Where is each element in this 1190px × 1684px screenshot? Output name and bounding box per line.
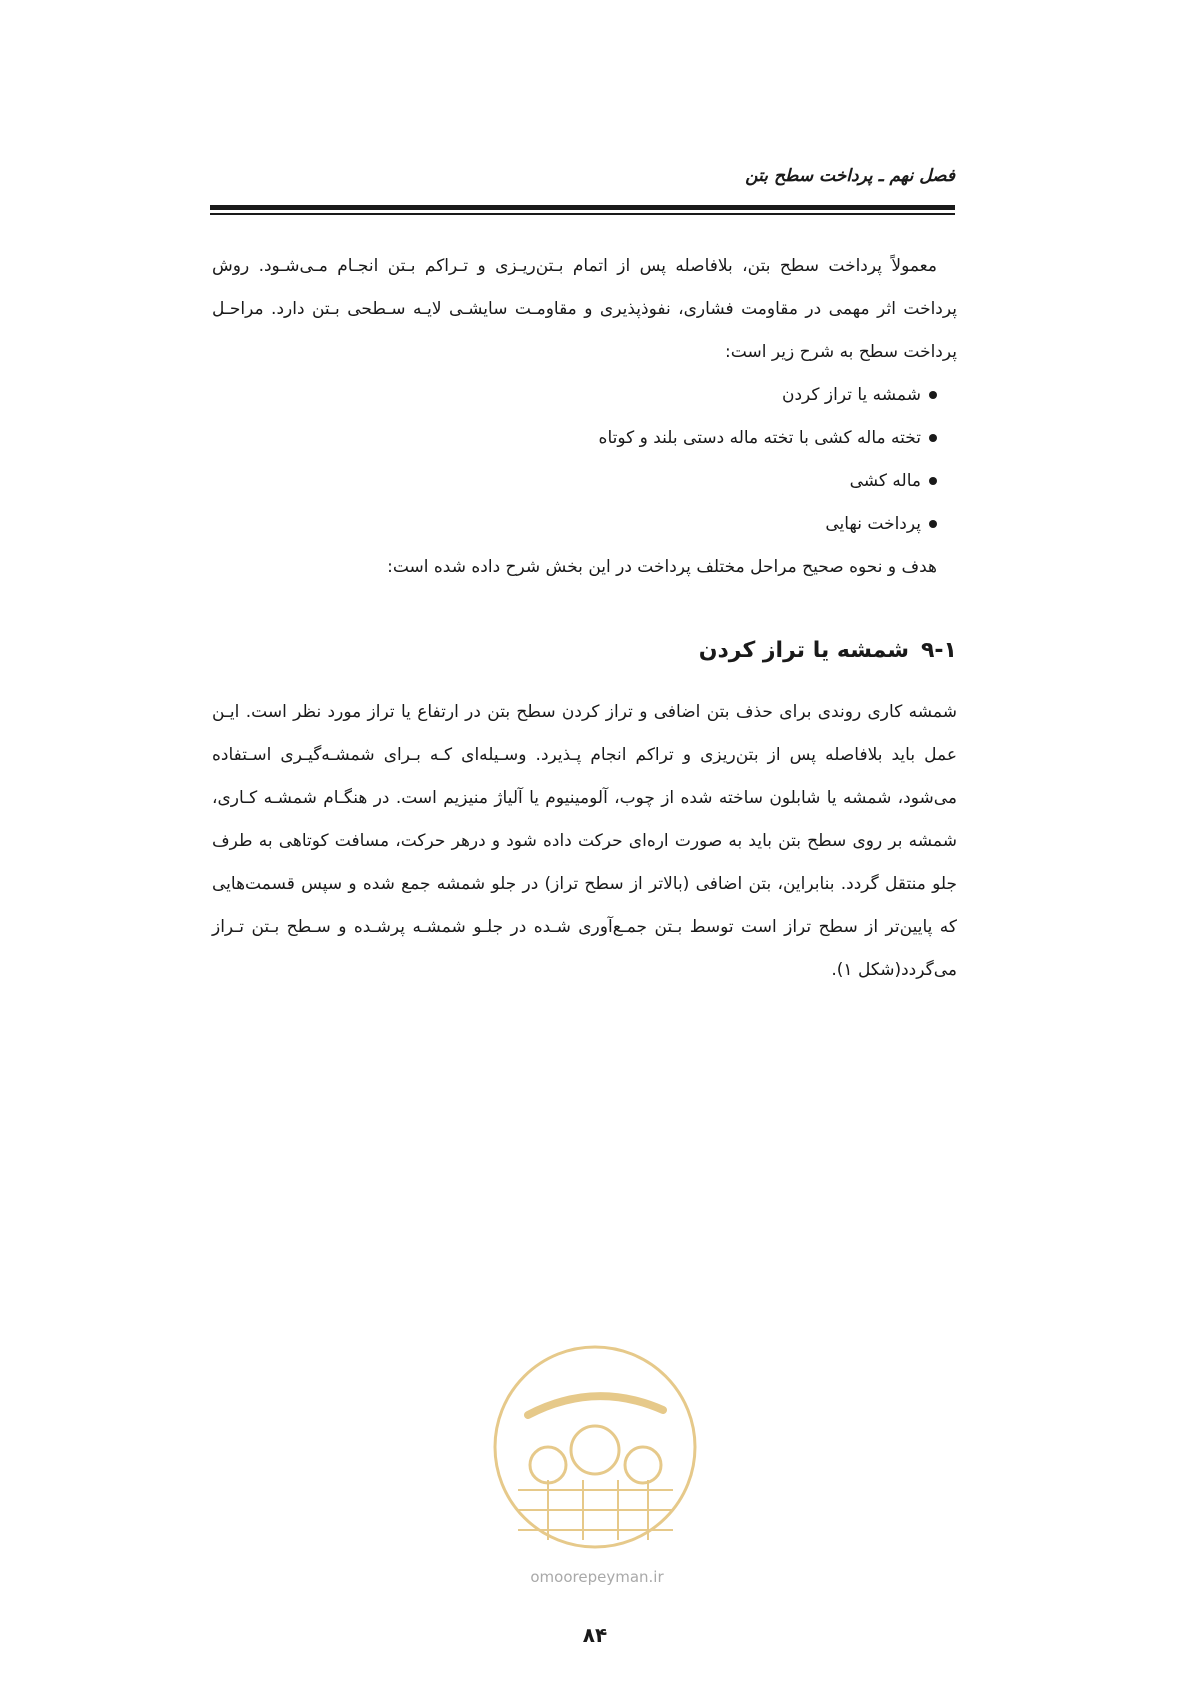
section-heading [212, 631, 957, 671]
header-rule-thick [210, 205, 955, 210]
list-item [212, 503, 937, 546]
header-rule-thin [210, 213, 955, 215]
running-head: فصل نهم ـ پرداخت سطح بتن [745, 166, 955, 186]
page-number: ۸۴ [582, 1623, 608, 1647]
bullet-icon [929, 391, 937, 399]
watermark-ring [495, 1347, 695, 1547]
list-item-text: تخته ماله کشی با تخته ماله دستی بلند و کوتاه [598, 428, 921, 448]
section-number: ۹-۱ [921, 638, 957, 663]
bullet-icon [929, 477, 937, 485]
outro-paragraph: هدف و نحوه صحیح مراحل مختلف پرداخت در این بخش شرح داده شده است: [387, 557, 937, 577]
list-item [212, 374, 937, 417]
gear-icon [530, 1447, 566, 1483]
list-item-text: ماله کشی [849, 471, 921, 491]
gear-icon [625, 1447, 661, 1483]
section-title: شمشه یا تراز کردن [698, 638, 909, 663]
steps-list [212, 374, 957, 546]
list-item [212, 417, 937, 460]
watermark-logo [488, 1340, 703, 1555]
list-item-text: شمشه یا تراز کردن [781, 385, 921, 405]
gear-icon [571, 1426, 619, 1474]
main-content [212, 245, 957, 992]
section-body: شمشه کاری روندی برای حذف بتن اضافی و تراز کردن سطح بتن در ارتفاع یا تراز مورد نظر است. ایـن عمل باید بلافاصله پس از بتن‌ریزی و تراکم انجام پـذیرد. وسـیله‌ای کـه بـرای شمشـه‌گیـری اسـتفاده می‌شود، شمشه یا شابلون ساخته شده از چوب، آلومینیوم یا آلیاژ منیزیم است. در هنگـام شمشـه کـاری، شمشه بر روی سطح بتن باید به صورت اره‌ای حرکت داده شود و درهر حرکت، مسافت کوتاهی به طرف جلو منتقل گردد. بنابراین، بتن اضافی (بالاتر از سطح تراز) در جلو شمشه جمع شده و سپس قسمت‌هایی که پایین‌تر از سطح تراز است توسط بـتن جمـع‌آوری شـده در جلـو شمشـه پرشـده و سـطح بـتن تـراز می‌گردد(شکل ۱). [212, 702, 957, 980]
list-item [212, 460, 937, 503]
bullet-icon [929, 520, 937, 528]
list-item-text: پرداخت نهایی [825, 514, 921, 534]
watermark-site: omoorepeyman.ir [530, 1568, 664, 1586]
bullet-icon [929, 434, 937, 442]
intro-paragraph: معمولاً پرداخت سطح بتن، بلافاصله پس از اتمام بـتن‌ریـزی و تـراکم بـتن انجـام مـی‌شـود. روش پرداخت اثر مهمی در مقاومت فشاری، نفوذپذیری و مقاومـت سایشـی لایـه سـطحی بـتن دارد. مراحـل پرداخت سطح به شرح زیر است: [212, 256, 957, 362]
